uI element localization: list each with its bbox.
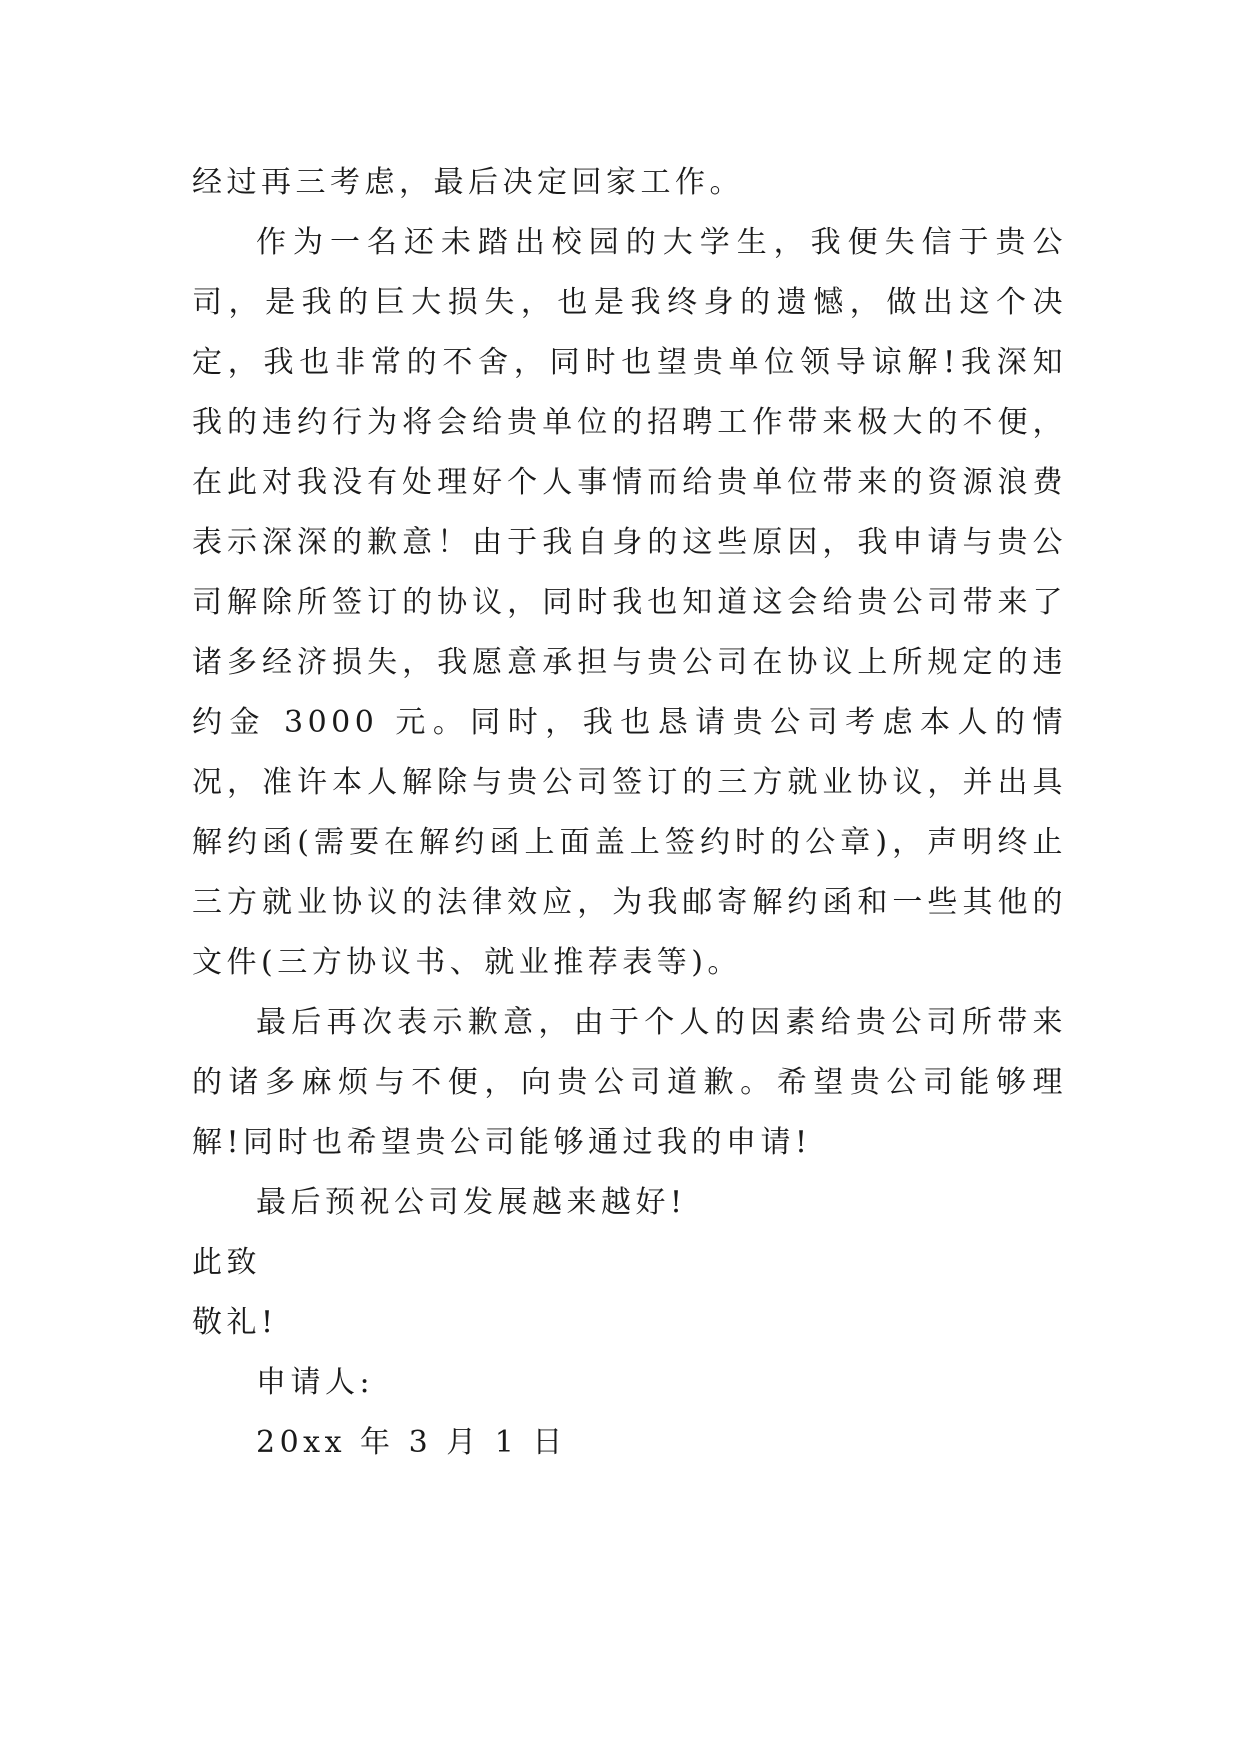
closing-salutation: 此致 <box>192 1245 261 1280</box>
paragraph-main: 作为一名还未踏出校园的大学生，我便失信于贵公司，是我的巨大损失，也是我终身的遗憾，做出这个决定，我也非常的不舍，同时也望贵单位领导谅解!我深知我的违约行为将会给贵单位的招聘工作带来极大的不便，在此对我没有处理好个人事情而给贵单位带来的资源浪费表示深深的歉意！由于我自身的这些原因，我申请与贵公司解除所签订的协议，同时我也知道这会给贵公司带来了诸多经济损失，我愿意承担与贵公司在协议上所规定的违约金 3000 元。同时，我也恳请贵公司考虑本人的情况，准许本人解除与贵公司签订的三方就业协议，并出具解约函(需要在解约函上面盖上签约时的公章)，声明终止三方就业协议的法律效应，为我邮寄解约函和一些其他的文件(三方协议书、就业推荐表等)。 <box>192 225 1067 980</box>
letter-body <box>192 153 1067 1473</box>
applicant-label: 申请人: <box>256 1365 375 1400</box>
paragraph-apology: 最后再次表示歉意，由于个人的因素给贵公司所带来的诸多麻烦与不便，向贵公司道歉。希望贵公司能够理解!同时也希望贵公司能够通过我的申请! <box>192 1005 1067 1160</box>
paragraph-continuation: 经过再三考虑，最后决定回家工作。 <box>192 165 744 200</box>
letter-date: 20xx 年 3 月 1 日 <box>256 1425 567 1460</box>
closing-regards: 敬礼! <box>192 1305 278 1340</box>
paragraph-wishes: 最后预祝公司发展越来越好! <box>256 1185 687 1220</box>
